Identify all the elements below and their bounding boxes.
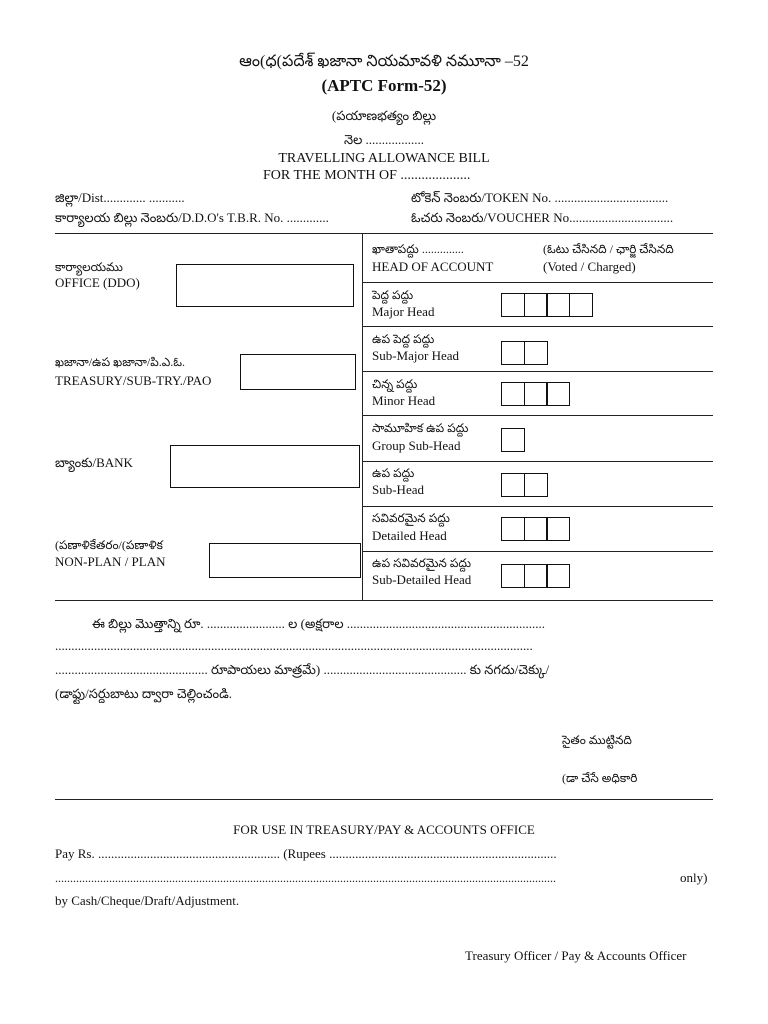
payment-mode-line: by Cash/Cheque/Draft/Adjustment. xyxy=(55,893,240,908)
minor-head-label: Minor Head xyxy=(372,393,436,408)
row-divider xyxy=(363,371,713,372)
major-head-te: పెద్ద పద్దు xyxy=(372,288,414,302)
head-of-account-label: HEAD OF ACCOUNT xyxy=(372,259,494,274)
head-of-account-te: ఖాతాపద్దు .............. xyxy=(372,242,464,256)
treasury-label-te: ఖజానా/ఉప ఖజానా/పి.ఎ.ఓ. xyxy=(55,355,186,369)
amount-line-1: ఈ బిల్లు మొత్తాన్ని రూ. ........................ ల (అక్షరాల ............................................................. xyxy=(92,616,546,631)
office-label-te: కార్యాలయము xyxy=(55,260,123,274)
treasury-input-box[interactable] xyxy=(240,354,356,390)
voted-charged-te: (ఓటు చేసినది / ఛార్జి చేసినది xyxy=(543,242,674,256)
amount-line-2: ................................................................................................................................................... xyxy=(55,638,533,653)
plan-input-box[interactable] xyxy=(209,543,361,578)
bill-title: TRAVELLING ALLOWANCE BILL xyxy=(278,151,490,166)
treasury-use-heading: FOR USE IN TREASURY/PAY & ACCOUNTS OFFICE xyxy=(233,822,535,837)
received-payment-label: సైతం ముట్టినది xyxy=(562,733,632,747)
sub-detailed-head-code-cells[interactable] xyxy=(501,564,570,588)
table-top-rule xyxy=(55,233,713,234)
row-divider xyxy=(363,551,713,552)
table-bottom-rule xyxy=(55,600,713,601)
row-divider xyxy=(363,282,713,283)
sub-detailed-head-te: ఉప సవివరమైన పద్దు xyxy=(372,556,471,570)
major-head-code-cells[interactable] xyxy=(501,293,593,317)
voted-charged-label: (Voted / Charged) xyxy=(543,259,636,274)
form-number: (APTC Form-52) xyxy=(321,76,447,95)
row-divider xyxy=(363,506,713,507)
rupees-words-dots: ....................................................................................................................................................................... xyxy=(55,871,556,885)
amount-line-3: ............................................... రూపాయలు మాత్రమే) ............................................ కు నగదు/చెక్కు/ xyxy=(55,662,550,677)
sub-major-head-code-cells[interactable] xyxy=(501,341,548,365)
office-input-box[interactable] xyxy=(176,264,354,307)
table-center-divider xyxy=(362,233,363,601)
dist-field: జిల్లా/Dist............. ........... xyxy=(55,190,185,205)
only-label: only) xyxy=(680,870,708,885)
telugu-subtitle: (పయాణభత్యం బిల్లు xyxy=(331,108,437,123)
office-label: OFFICE (DDO) xyxy=(55,275,140,290)
pay-rupees-line: Pay Rs. ........................................................ (Rupees ...................................................................... xyxy=(55,846,557,861)
drawing-officer-label: (డా చేసే అధికారి xyxy=(562,771,638,785)
sub-major-head-te: ఉప పెద్ద పద్దు xyxy=(372,332,435,346)
voucher-field: ఓచరు నెంబరు/VOUCHER No................................ xyxy=(411,210,674,225)
group-sub-head-te: సామూహిక ఉప పద్దు xyxy=(372,421,469,435)
minor-head-code-cells[interactable] xyxy=(501,382,570,406)
group-sub-head-code-cells[interactable] xyxy=(501,428,525,452)
month-line: FOR THE MONTH OF .................... xyxy=(263,168,471,183)
telugu-form-title: ఆం(ధ(పదేశ్ ఖజానా నియమావళి నమూనా –52 xyxy=(239,53,529,70)
row-divider xyxy=(363,326,713,327)
major-head-label: Major Head xyxy=(372,304,435,319)
detailed-head-te: సవివరమైన పద్దు xyxy=(372,511,450,525)
ddo-tbr-field: కార్యాలయ బిల్లు నెంబరు/D.D.O's T.B.R. No. ............. xyxy=(55,210,329,225)
bank-label: బ్యాంకు/BANK xyxy=(55,455,133,470)
amount-line-4: (డాఫ్టు/సర్దుబాటు ద్వారా చెల్లించండి. xyxy=(55,686,232,701)
token-field: టోకెన్ నెంబరు/TOKEN No. ................................... xyxy=(411,190,669,205)
sub-detailed-head-label: Sub-Detailed Head xyxy=(372,572,472,587)
treasury-label: TREASURY/SUB-TRY./PAO xyxy=(55,373,212,388)
section-rule xyxy=(55,799,713,800)
bank-input-box[interactable] xyxy=(170,445,360,488)
sub-head-te: ఉప పద్దు xyxy=(372,466,415,480)
detailed-head-code-cells[interactable] xyxy=(501,517,570,541)
detailed-head-label: Detailed Head xyxy=(372,528,447,543)
plan-label: NON-PLAN / PLAN xyxy=(55,554,166,569)
sub-major-head-label: Sub-Major Head xyxy=(372,348,460,363)
row-divider xyxy=(363,461,713,462)
row-divider xyxy=(363,415,713,416)
telugu-month-line: నెల .................. xyxy=(343,132,425,147)
sub-head-label: Sub-Head xyxy=(372,482,424,497)
sub-head-code-cells[interactable] xyxy=(501,473,548,497)
group-sub-head-label: Group Sub-Head xyxy=(372,438,461,453)
treasury-officer-signature-label: Treasury Officer / Pay & Accounts Officer xyxy=(465,948,687,963)
plan-label-te: (పణాళికేతరం/(పణాళిక xyxy=(55,538,163,552)
minor-head-te: చిన్న పద్దు xyxy=(372,377,418,391)
